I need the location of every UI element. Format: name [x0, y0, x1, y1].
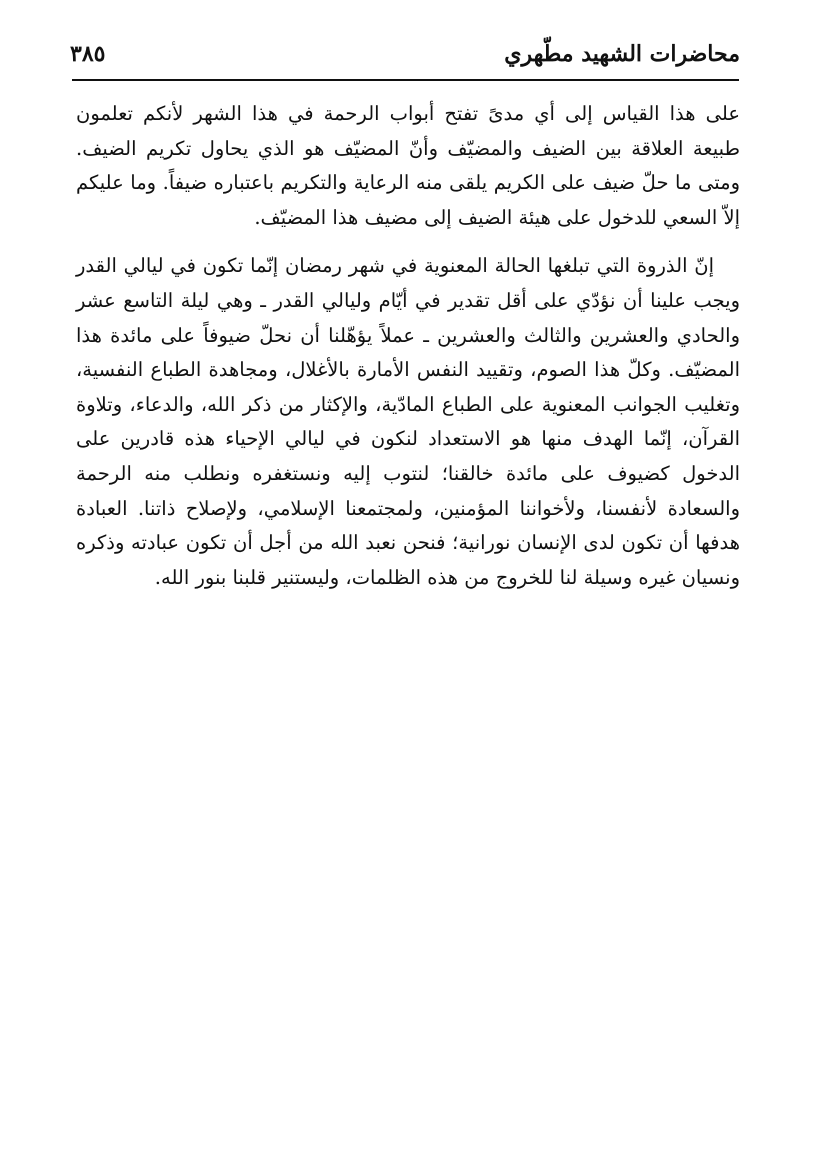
header-divider: [72, 79, 739, 81]
running-header: [70, 38, 740, 78]
running-header-title: محاضرات الشهيد مطّهري: [504, 41, 740, 67]
page-number: ٣٨٥: [70, 41, 106, 67]
paragraph-1: على هذا القياس إلى أي مدىً تفتح أبواب الرحمة في هذا الشهر لأنكم تعلمون طبيعة العلاقة بين الضيف والمضيّف وأنّ المضيّف هو الذي يحاول تكريم الضيف. ومتى ما حلّ ضيف على الكريم يلقى منه الرعاية والتكريم باعتباره ضيفاً. وما عليكم إلاّ السعي للدخول على هيئة الضيف إلى مضيف هذا المضيّف.: [76, 102, 740, 229]
body-text: [76, 97, 740, 595]
paragraph-2: إنّ الذروة التي تبلغها الحالة المعنوية في شهر رمضان إنّما تكون في ليالي القدر ويجب علينا أن نؤدّي على أقل تقدير في أيّام وليالي القدر ـ وهي ليلة التاسع عشر والحادي والعشرين والثالث والعشرين ـ عملاً يؤهّلنا أن نحلّ ضيوفاً على مائدة هذا المضيّف. وكلّ هذا الصوم، وتقييد النفس الأمارة بالأغلال، ومجاهدة الطباع النفسية، وتغليب الجوانب المعنوية على الطباع المادّية، والإكثار من ذكر الله، والدعاء، وتلاوة القرآن، إنّما الهدف منها هو الاستعداد لنكون في ليالي الإحياء هذه قادرين على الدخول كضيوف على مائدة خالقنا؛ لنتوب إليه ونستغفره ونطلب منه الرحمة والسعادة لأنفسنا، ولأخواننا المؤمنين، ولمجتمعنا الإسلامي، ولإصلاح ذاتنا. العبادة هدفها أن تكون لدى الإنسان نورانية؛ فنحن نعبد الله من أجل أن تكون عبادته وذكره ونسيان غيره وسيلة لنا للخروج من هذه الظلمات، وليستنير قلبنا بنور الله.: [76, 254, 740, 589]
